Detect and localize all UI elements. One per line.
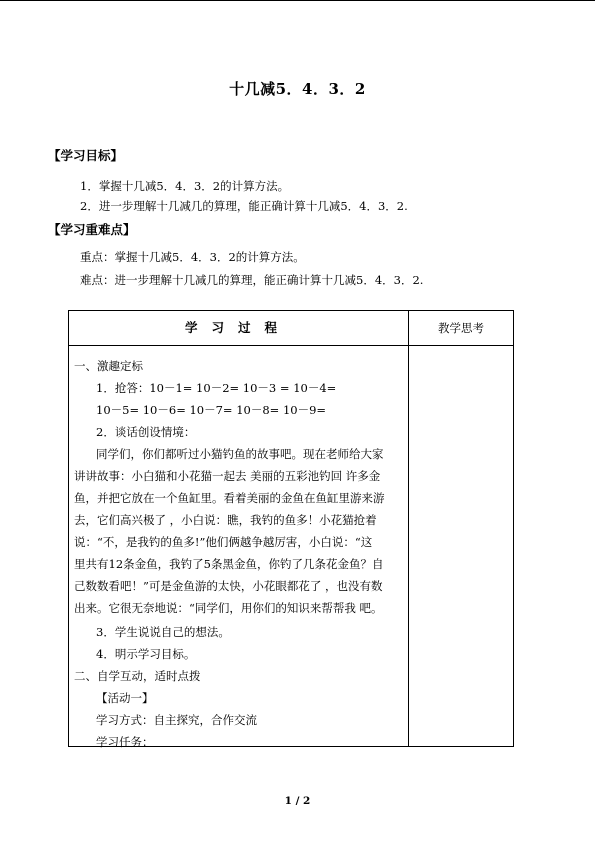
page-number: 1 / 2 (284, 795, 311, 807)
table-line: 2．谈话创设情境： (96, 425, 196, 439)
table-line: 里共有12条金鱼，我钓了5条黑金鱼，你钓了几条花金鱼？自 (74, 557, 384, 571)
table-line: 二、自学互动，适时点拨 (74, 669, 201, 683)
table-header-process: 学习过程 (184, 320, 291, 335)
table-line: 去，它们高兴极了 ，小白说：瞧，我钓的鱼多！小花猫抢着 (74, 513, 377, 527)
table-line: 10－5= 10－6= 10－7= 10－8= 10－9= (96, 403, 327, 417)
objectives-heading: 【学习目标】 (48, 148, 124, 163)
objective-item: 1．掌握十几减5．4．3．2的计算方法。 (80, 179, 290, 193)
table-line: 说：“不，是我钓的鱼多!”他们俩越争越厉害，小白说：“这 (74, 535, 373, 549)
page-title: 十几减5．4．3．2 (229, 80, 366, 98)
table-header-divider (68, 345, 514, 346)
table-line: 出来。它很无奈地说：“同学们，用你们的知识来帮帮我 吧。 (74, 601, 383, 615)
table-line: 学习方式：自主探究，合作交流 (96, 713, 257, 727)
table-line: 学习任务： (96, 735, 154, 749)
table-line: 同学们，你们都听过小猫钓鱼的故事吧。现在老师给大家 (96, 447, 384, 461)
table-line: 鱼，并把它放在一个鱼缸里。看着美丽的金鱼在鱼缸里游来游 (74, 491, 385, 505)
table-line: 3．学生说说自己的想法。 (96, 625, 230, 639)
key-point-item: 重点：掌握十几减5．4．3．2的计算方法。 (80, 250, 305, 264)
table-line: 己数数看吧！”可是金鱼游的太快，小花眼都花了 ，也没有数 (74, 579, 383, 593)
table-line: 一、激趣定标 (74, 359, 143, 373)
table-line: 4．明示学习目标。 (96, 647, 196, 661)
table-header-notes: 教学思考 (438, 321, 484, 335)
key-points-heading: 【学习重难点】 (48, 222, 136, 237)
objective-item: 2．进一步理解十几减几的算理，能正确计算十几减5．4．3．2. (80, 199, 408, 213)
table-line: 讲讲故事：小白猫和小花猫一起去 美丽的五彩池钓回 许多金 (74, 469, 381, 483)
top-rule (0, 0, 595, 1)
table-line: 【活动一】 (96, 691, 154, 705)
table-column-divider (408, 310, 409, 747)
key-point-item: 难点：进一步理解十几减几的算理，能正确计算十几减5．4．3．2. (80, 273, 424, 287)
table-line: 1．抢答：10－1= 10－2= 10－3 = 10－4= (96, 381, 337, 395)
